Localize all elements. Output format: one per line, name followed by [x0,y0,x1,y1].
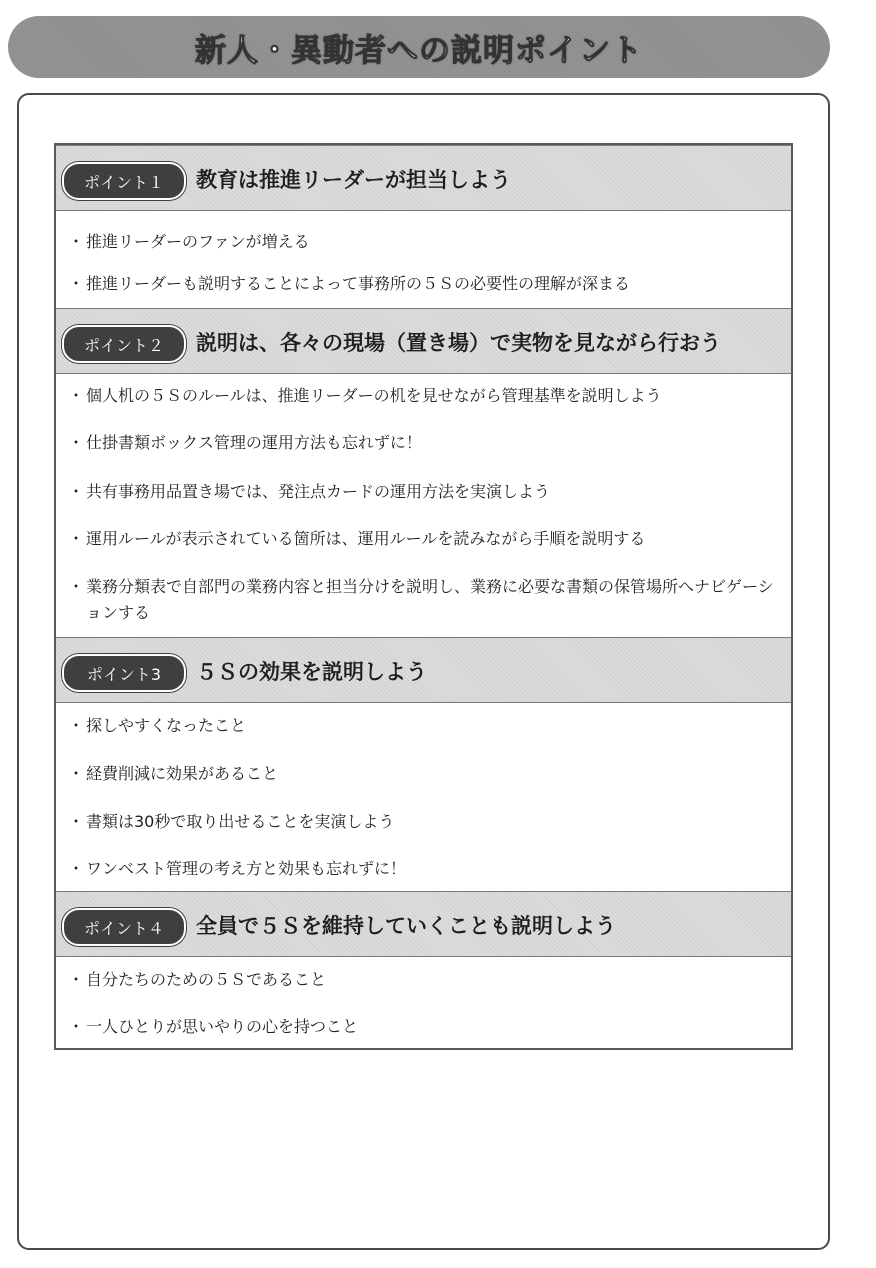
bullet-mark: ・ [68,1017,85,1036]
bullet-mark: ・ [68,482,85,501]
list-item-text: 仕掛書類ボックス管理の運用方法も忘れずに！ [86,433,422,452]
section-header-point-3 [56,637,791,703]
bullet-mark: ・ [68,433,85,452]
page-title: 新人・異動者への説明ポイント [195,32,643,69]
list-item [68,526,782,552]
point-badge: ポイント3 [62,654,186,692]
bullet-mark: ・ [68,812,85,831]
section-title: 全員で５Ｓを維持していくことも説明しよう [196,914,616,938]
list-item [68,856,782,882]
list-item-text: 運用ルールが表示されている箇所は、運用ルールを読みながら手順を説明する [86,529,646,548]
list-item-text: 推進リーダーも説明することによって事務所の５Ｓの必要性の理解が深まる [86,274,631,293]
section-header-point-1 [56,145,791,211]
list-item [68,479,782,505]
list-item [68,809,782,835]
list-item [68,1014,782,1040]
list-item-text: 共有事務用品置き場では、発注点カードの運用方法を実演しよう [86,482,551,501]
bullet-mark: ・ [68,274,85,293]
list-item [68,967,782,993]
list-item-text: 書類は30秒で取り出せることを実演しよう [86,812,395,831]
bullet-mark: ・ [68,716,85,735]
list-item-text: 一人ひとりが思いやりの心を持つこと [86,1017,359,1036]
list-item [68,229,782,255]
list-item-text: 個人机の５Ｓのルールは、推進リーダーの机を見せながら管理基準を説明しよう [86,386,662,405]
point-badge: ポイント１ [62,162,186,200]
points-box [54,143,793,1050]
page-title-banner [8,16,830,78]
point-badge: ポイント４ [62,908,186,946]
section-title: 説明は、各々の現場（置き場）で実物を見ながら行おう [196,331,721,355]
list-item-text: 経費削減に効果があること [86,764,279,783]
point-badge: ポイント２ [62,325,186,363]
list-item [68,574,782,626]
bullet-mark: ・ [68,529,85,548]
list-item [68,430,782,456]
list-item [68,761,782,787]
list-item-text: 探しやすくなったこと [86,716,247,735]
bullet-mark: ・ [68,764,85,783]
bullet-mark: ・ [68,232,85,251]
bullet-mark: ・ [68,859,85,878]
bullet-mark: ・ [68,577,85,596]
section-title: 教育は推進リーダーが担当しよう [196,168,511,192]
section-header-point-2 [56,308,791,374]
list-item [68,271,782,297]
list-item [68,383,782,409]
list-item-text: 業務分類表で自部門の業務内容と担当分けを説明し、業務に必要な書類の保管場所へナビゲーションする [86,577,774,622]
list-item [68,713,782,739]
bullet-mark: ・ [68,970,85,989]
section-header-point-4 [56,891,791,957]
list-item-text: 自分たちのための５Ｓであること [86,970,327,989]
list-item-text: ワンベスト管理の考え方と効果も忘れずに！ [86,859,407,878]
section-title: ５Ｓの効果を説明しよう [196,660,427,684]
bullet-mark: ・ [68,386,85,405]
list-item-text: 推進リーダーのファンが増える [86,232,310,251]
